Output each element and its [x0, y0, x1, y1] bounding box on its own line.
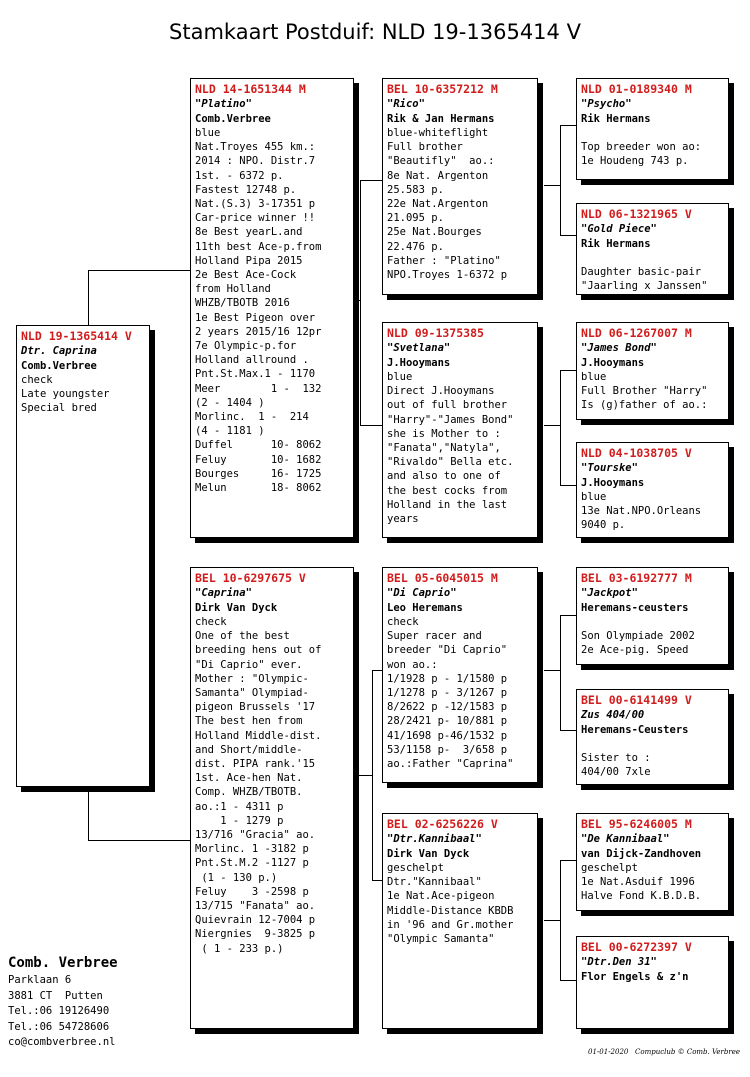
detail-line: Comp. WHZB/TBOTB.	[195, 786, 303, 799]
connector-line	[372, 880, 382, 881]
detail-line: 1/1278 p - 3/1267 p	[387, 687, 508, 700]
detail-line: "Di Caprio" ever.	[195, 658, 303, 671]
detail-line: blue	[387, 371, 413, 383]
connector-line	[544, 920, 561, 921]
page-title: Stamkaart Postduif: NLD 19-1365414 V	[169, 20, 581, 44]
connector-line	[560, 980, 577, 981]
detail-line: 8e Best yearL.and	[195, 226, 303, 239]
pigeon-card-sire-dam	[382, 322, 538, 538]
detail-line: 9040 p.	[581, 519, 626, 532]
detail-line: 2014 : NPO. Distr.7	[195, 155, 316, 168]
detail-line: Duffel 10- 8062	[195, 439, 322, 452]
pigeon-name: "Platino"	[195, 98, 252, 110]
connector-line	[354, 300, 361, 301]
pigeon-name: "Gold Piece"	[581, 223, 657, 235]
ring-number: BEL 00-6272397 V	[581, 940, 692, 954]
phone-line: Tel.:06 19126490	[8, 1005, 110, 1017]
detail-line: Father : "Platino"	[387, 254, 501, 267]
detail-line: 25.583 p.	[387, 183, 444, 196]
detail-line: and Short/middle-	[195, 743, 303, 756]
pigeon-name: "James Bond"	[581, 342, 657, 354]
detail-line: breeding hens out of	[195, 644, 322, 657]
detail-line: Feluy 10- 1682	[195, 453, 322, 466]
pigeon-name: "Tourske"	[581, 462, 638, 474]
connector-line	[560, 125, 577, 126]
pigeon-card-ssd	[576, 203, 729, 295]
detail-line: (2 - 1404 )	[195, 396, 265, 409]
detail-line: 1e Best Pigeon over	[195, 311, 316, 324]
pigeon-card-sds	[576, 322, 729, 420]
detail-line: Daughter basic-pair	[581, 266, 702, 279]
connector-line	[560, 860, 577, 861]
detail-line: (1 - 130 p.)	[195, 871, 278, 884]
detail-line: "Beautifly" ao.:	[387, 155, 495, 168]
connector-line	[88, 270, 89, 328]
detail-line: Holland allround .	[195, 354, 309, 367]
detail-line: (4 - 1181 )	[195, 425, 265, 438]
detail-line: Car-price winner !!	[195, 212, 316, 225]
connector-line	[88, 785, 89, 840]
detail-line: 13/716 "Gracia" ao.	[195, 829, 316, 842]
pigeon-details	[581, 490, 724, 533]
pigeon-details	[195, 615, 349, 956]
detail-line: Meer 1 - 132	[195, 382, 322, 395]
breeder-name: Flor Engels & z'n	[581, 971, 689, 983]
ring-number: BEL 10-6357212 M	[387, 82, 498, 96]
breeder-name: van Dijck-Zandhoven	[581, 848, 702, 860]
breeder-name: Rik Hermans	[581, 238, 651, 250]
connector-line	[560, 370, 561, 485]
pigeon-name: "Caprina"	[195, 587, 252, 599]
ring-number: NLD 06-1321965 V	[581, 207, 692, 221]
detail-line: and also to one of	[387, 470, 501, 483]
detail-line: geschelpt	[387, 862, 444, 874]
ring-number: NLD 14-1651344 M	[195, 82, 306, 96]
detail-line: Nat.(S.3) 3-17351 p	[195, 198, 316, 211]
detail-line: Melun 18- 8062	[195, 482, 322, 495]
detail-line: the best cocks from	[387, 484, 508, 497]
detail-line: 1e Nat.Asduif 1996	[581, 876, 695, 889]
detail-line	[581, 251, 724, 265]
pigeon-details	[195, 126, 349, 495]
detail-line: Holland in the last	[387, 498, 508, 511]
detail-line: out of full brother	[387, 399, 508, 412]
detail-line: "Rivaldo" Bella etc.	[387, 456, 514, 469]
ring-number: NLD 19-1365414 V	[21, 329, 132, 343]
detail-line: 1e Nat.Ace-pigeon	[387, 890, 495, 903]
detail-line: 8e Nat. Argenton	[387, 169, 489, 182]
ring-number: NLD 09-1375385	[387, 326, 484, 340]
connector-line	[88, 270, 191, 271]
connector-line	[88, 840, 191, 841]
detail-line: Super racer and	[387, 630, 482, 643]
detail-line: "Harry"-"James Bond"	[387, 413, 514, 426]
pigeon-details	[21, 373, 145, 416]
detail-line: 2 years 2015/16 12pr	[195, 325, 322, 338]
detail-line: geschelpt	[581, 862, 638, 874]
detail-line: ( 1 - 233 p.)	[195, 942, 284, 955]
detail-line: dist. PIPA rank.'15	[195, 758, 316, 771]
detail-line: Late youngster	[21, 388, 110, 401]
detail-line: pigeon Brussels '17	[195, 701, 316, 714]
detail-line: 41/1698 p-46/1532 p	[387, 729, 508, 742]
connector-line	[372, 670, 382, 671]
detail-line: 13/715 "Fanata" ao.	[195, 900, 316, 913]
detail-line: 1e Houdeng 743 p.	[581, 155, 689, 168]
ring-number: BEL 10-6297675 V	[195, 571, 306, 585]
connector-line	[360, 425, 382, 426]
pigeon-name: "Rico"	[387, 98, 425, 110]
breeder-name: Rik & Jan Hermans	[387, 113, 495, 125]
detail-line: "Olympic Samanta"	[387, 933, 495, 946]
detail-line: Is (g)father of ao.:	[581, 399, 708, 412]
detail-line: check	[21, 374, 53, 386]
detail-line: blue	[195, 127, 221, 139]
detail-line: in '96 and Gr.mother	[387, 918, 514, 931]
detail-line: Sister to :	[581, 752, 651, 765]
pigeon-name: "Jackpot"	[581, 587, 638, 599]
detail-line: Feluy 3 -2598 p	[195, 885, 309, 898]
detail-line: 2e Ace-pig. Speed	[581, 644, 689, 657]
connector-line	[360, 180, 361, 425]
pigeon-card-ddd	[576, 936, 729, 1029]
detail-line: 21.095 p.	[387, 212, 444, 225]
connector-line	[544, 670, 561, 671]
breeder-name: Comb.Verbree	[21, 360, 97, 372]
detail-line: blue	[581, 371, 607, 383]
detail-line: Full Brother "Harry"	[581, 385, 708, 398]
pigeon-details	[581, 126, 724, 169]
detail-line: 22.476 p.	[387, 240, 444, 253]
pigeon-card-dds	[576, 813, 729, 911]
pigeon-details	[581, 370, 724, 413]
print-stamp: 01-01-2020 Compuclub © Comb. Verbree	[588, 1048, 740, 1056]
connector-line	[354, 775, 373, 776]
connector-line	[560, 125, 561, 235]
pigeon-name: "De Kannibaal"	[581, 833, 670, 845]
detail-line: WHZB/TBOTB 2016	[195, 297, 290, 310]
breeder-name: Leo Heremans	[387, 602, 463, 614]
detail-line: Direct J.Hooymans	[387, 385, 495, 398]
detail-line: 53/1158 p- 3/658 p	[387, 743, 508, 756]
pigeon-details	[387, 615, 533, 771]
detail-line: 404/00 7xle	[581, 766, 651, 779]
pigeon-name: "Dtr.Kannibaal"	[387, 833, 482, 845]
connector-line	[544, 185, 561, 186]
ring-number: BEL 03-6192777 M	[581, 571, 692, 585]
pigeon-card-dam-dam	[382, 813, 538, 1029]
breeder-name: Rik Hermans	[581, 113, 651, 125]
phone-line: Tel.:06 54728606	[8, 1020, 110, 1033]
ring-number: BEL 00-6141499 V	[581, 693, 692, 707]
detail-line: Pnt.St.Max.1 - 1170	[195, 368, 316, 381]
detail-line: Full brother	[387, 141, 463, 154]
detail-line: check	[195, 616, 227, 628]
breeder-name: J.Hooymans	[387, 357, 451, 369]
breeder-name: Heremans-Ceusters	[581, 724, 689, 736]
detail-line: she is Mother to :	[387, 427, 501, 440]
pigeon-name: "Svetlana"	[387, 342, 451, 354]
address-line: Parklaan 6	[8, 974, 72, 986]
connector-line	[560, 485, 577, 486]
pigeon-card-sdd	[576, 442, 729, 538]
breeder-name: J.Hooymans	[581, 357, 645, 369]
detail-line: Niergnies 9-3825 p	[195, 928, 316, 941]
detail-line: 1/1928 p - 1/1580 p	[387, 672, 508, 685]
pigeon-card-sss	[576, 78, 729, 180]
pigeon-card-dsd	[576, 689, 729, 785]
detail-line: years	[387, 513, 419, 526]
connector-line	[560, 370, 577, 371]
detail-line: One of the best	[195, 630, 290, 643]
pigeon-name: "Psycho"	[581, 98, 632, 110]
detail-line: 13e Nat.NPO.Orleans	[581, 505, 702, 518]
detail-line: 1st. Ace-hen Nat.	[195, 772, 303, 785]
pigeon-details	[581, 861, 724, 904]
connector-line	[560, 235, 577, 236]
detail-line: Bourges 16- 1725	[195, 467, 322, 480]
detail-line: ao.:Father "Caprina"	[387, 758, 514, 771]
detail-line: 1 - 1279 p	[195, 814, 284, 827]
detail-line: Pnt.St.M.2 -1127 p	[195, 857, 309, 870]
pigeon-details	[387, 370, 533, 526]
detail-line: ao.:1 - 4311 p	[195, 800, 284, 813]
detail-line: Dtr."Kannibaal"	[387, 876, 482, 889]
detail-line: Halve Fond K.B.D.B.	[581, 890, 702, 903]
detail-line: Holland Pipa 2015	[195, 254, 303, 267]
detail-line: Morlinc. 1 - 214	[195, 411, 309, 424]
pigeon-name: "Di Caprio"	[387, 587, 457, 599]
detail-line: Nat.Troyes 455 km.:	[195, 141, 316, 154]
breeder-name: Comb.Verbree	[195, 113, 271, 125]
detail-line: "Fanata","Natyla",	[387, 442, 501, 455]
ring-number: BEL 02-6256226 V	[387, 817, 498, 831]
detail-line	[581, 126, 724, 140]
detail-line: Mother : "Olympic-	[195, 672, 309, 685]
detail-line: Top breeder won ao:	[581, 141, 702, 154]
breeder-name: J.Hooymans	[581, 477, 645, 489]
detail-line: 2e Best Ace-Cock	[195, 269, 297, 282]
owner-contact	[8, 953, 118, 1051]
pigeon-details	[581, 615, 724, 658]
detail-line: 28/2421 p- 10/881 p	[387, 715, 508, 728]
detail-line: 8/2622 p -12/1583 p	[387, 701, 508, 714]
detail-line: Fastest 12748 p.	[195, 183, 297, 196]
detail-line: 1st. - 6372 p.	[195, 169, 284, 182]
email-link[interactable]: co@combverbree.nl	[8, 1036, 116, 1048]
detail-line: 22e Nat.Argenton	[387, 198, 489, 211]
breeder-name: Dirk Van Dyck	[387, 848, 470, 860]
pigeon-name: Zus 404/00	[581, 709, 645, 721]
detail-line: won ao.:	[387, 658, 438, 671]
pigeon-card-sire-sire	[382, 78, 538, 295]
detail-line: blue-whiteflight	[387, 127, 489, 139]
detail-line: The best hen from	[195, 715, 303, 728]
connector-line	[560, 730, 577, 731]
connector-line	[544, 425, 561, 426]
detail-line: 11th best Ace-p.from	[195, 240, 322, 253]
pigeon-details	[581, 251, 724, 294]
breeder-name: Heremans-ceusters	[581, 602, 689, 614]
detail-line: 25e Nat.Bourges	[387, 226, 482, 239]
pigeon-card-dam	[190, 567, 354, 1029]
detail-line: Middle-Distance KBDB	[387, 904, 514, 917]
detail-line: Morlinc. 1 -3182 p	[195, 843, 309, 856]
ring-number: BEL 95-6246005 M	[581, 817, 692, 831]
breeder-name: Dirk Van Dyck	[195, 602, 278, 614]
detail-line: NPO.Troyes 1-6372 p	[387, 269, 508, 282]
pigeon-card-dam-sire	[382, 567, 538, 783]
detail-line: check	[387, 616, 419, 628]
detail-line: Holland Middle-dist.	[195, 729, 322, 742]
ring-number: NLD 06-1267007 M	[581, 326, 692, 340]
detail-line: Son Olympiade 2002	[581, 630, 695, 643]
pigeon-card-subject	[16, 325, 150, 787]
detail-line: Special bred	[21, 402, 97, 415]
pigeon-details	[581, 737, 724, 780]
detail-line	[581, 737, 724, 751]
detail-line: breeder "Di Caprio"	[387, 644, 508, 657]
pigeon-card-sire	[190, 78, 354, 538]
pigeon-name: "Dtr.Den 31"	[581, 956, 657, 968]
ring-number: BEL 05-6045015 M	[387, 571, 498, 585]
owner-name: Comb. Verbree	[8, 955, 118, 971]
pigeon-details	[387, 861, 533, 946]
address-line: 3881 CT Putten	[8, 989, 103, 1002]
detail-line	[581, 615, 724, 629]
ring-number: NLD 04-1038705 V	[581, 446, 692, 460]
detail-line: 7e Olympic-p.for	[195, 340, 297, 353]
connector-line	[360, 180, 382, 181]
pigeon-details	[387, 126, 533, 282]
detail-line: from Holland	[195, 283, 271, 296]
pigeon-name: Dtr. Caprina	[21, 345, 97, 357]
detail-line: "Jaarling x Janssen"	[581, 280, 708, 293]
pigeon-card-dss	[576, 567, 729, 665]
ring-number: NLD 01-0189340 M	[581, 82, 692, 96]
detail-line: blue	[581, 491, 607, 503]
connector-line	[560, 615, 561, 730]
connector-line	[560, 615, 577, 616]
detail-line: Quievrain 12-7004 p	[195, 914, 316, 927]
detail-line: Samanta" Olympiad-	[195, 687, 309, 700]
